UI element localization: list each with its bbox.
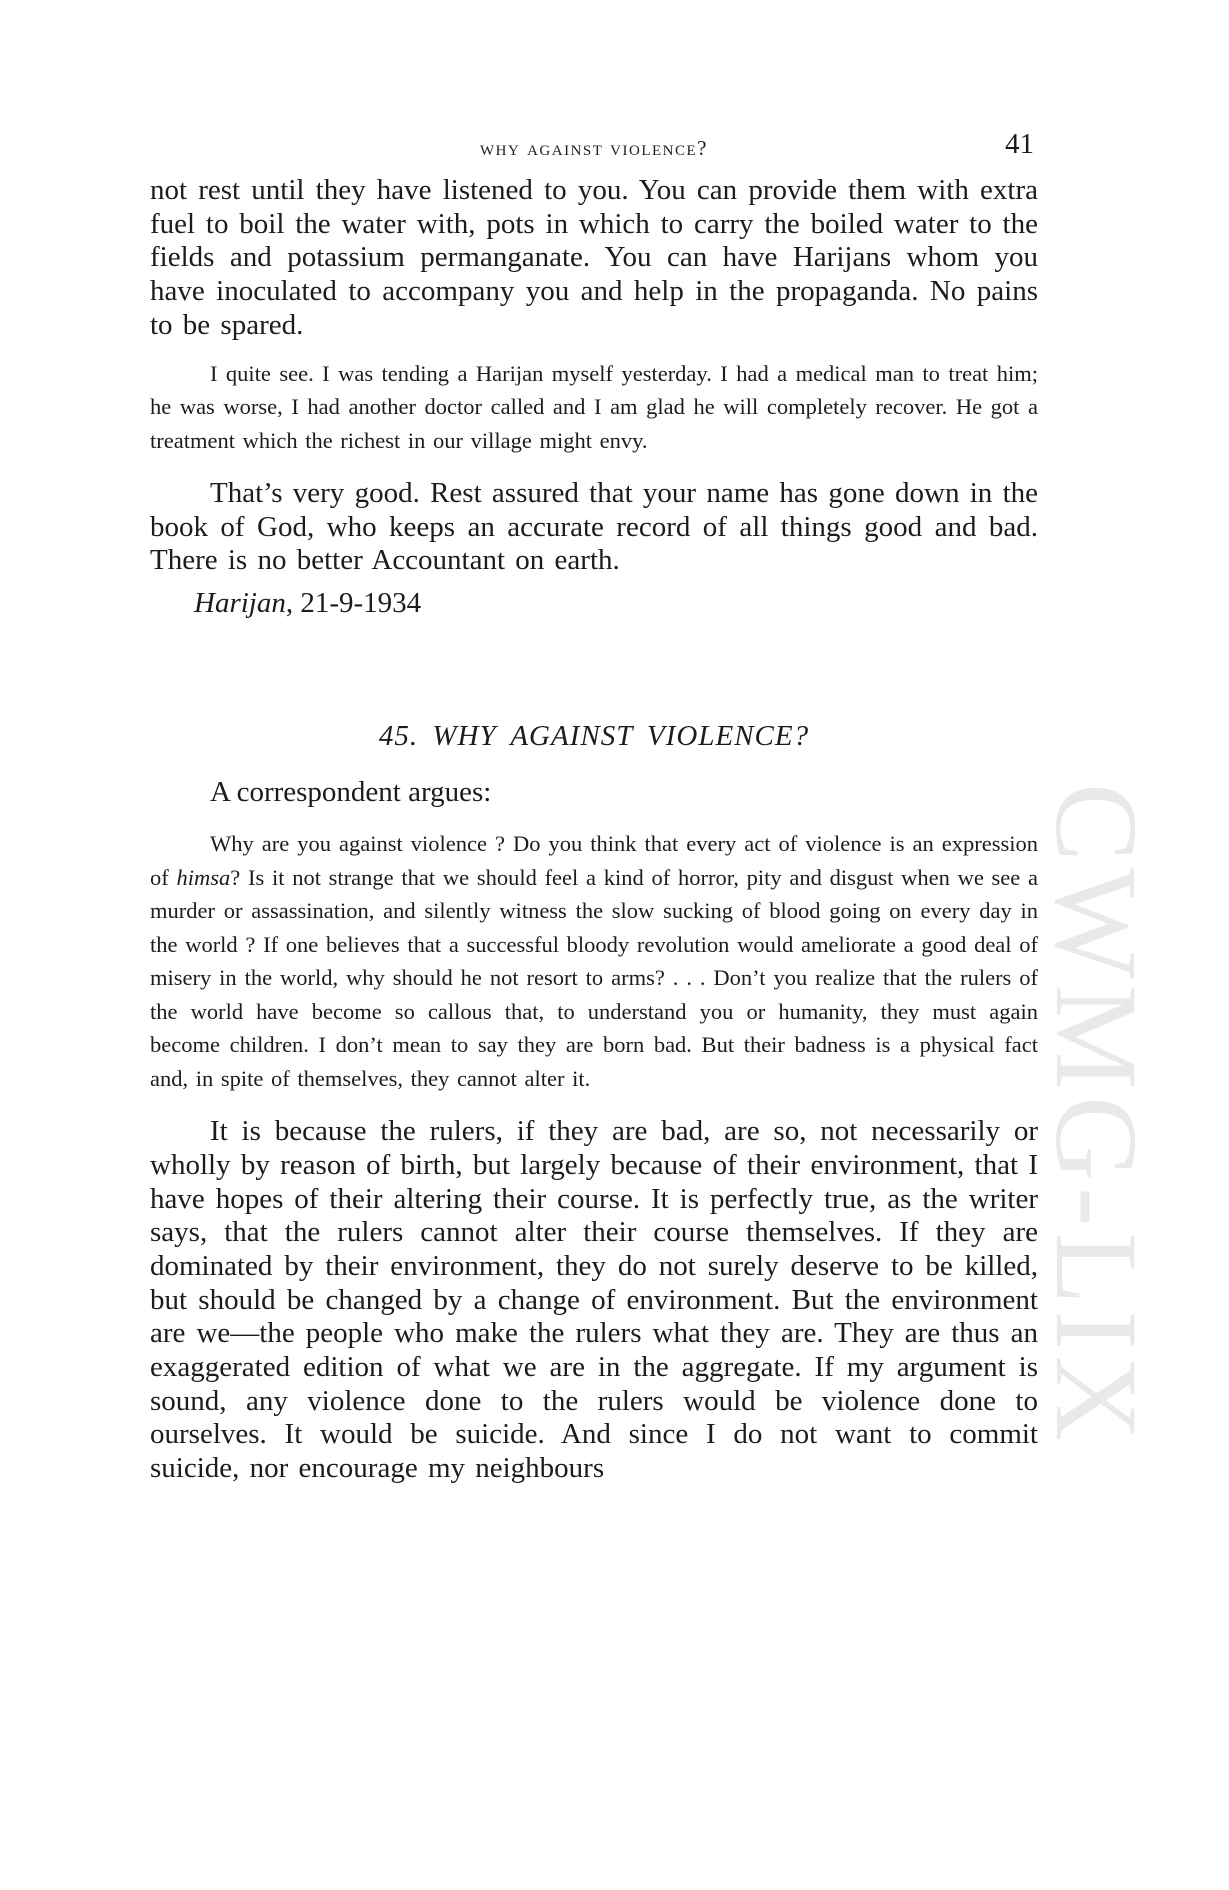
letter-italic-word: himsa xyxy=(176,864,231,890)
running-header xyxy=(150,128,1038,168)
paragraph-argument: It is because the rulers, if they are bad, are so, not necessarily or wholly by reason of birth, but largely because of their environment, that I have hopes of their altering their course. It is perfectly true, as the writer says, that the rulers cannot alter their course themselves. If they are dominated by their environment, they do not surely deserve to be killed, but should be changed by a change of environment. But the environment are we—the people who make the rulers what they are. They are thus an exaggerated edition of what we are in the aggregate. If my argument is sound, any violence done to the rulers would be violence done to ourselves. It would be suicide. And since I do not want to commit suicide, nor encourage my neighbours xyxy=(150,1115,1038,1485)
section-heading: 45. WHY AGAINST VIOLENCE? xyxy=(378,720,810,753)
source-citation xyxy=(194,586,1038,620)
letter-part-1: Why are you against violence ? Do you think that every act of violence is an expression of xyxy=(150,831,1038,890)
quoted-reply: I quite see. I was tending a Harijan myself yesterday. I had a medical man to treat him; he was worse, I had another doctor called and I am glad he will completely recover. He got a treatment which the richest in our village might envy. xyxy=(150,360,1038,453)
source-date: , 21-9-1934 xyxy=(285,587,422,620)
watermark: CWMG-LIX xyxy=(1031,782,1162,1448)
paragraph-continued: not rest until they have listened to you. You can provide them with extra fuel to boil the water with, pots in which to carry the boiled water to the fields and potassium permanganate. You can have Harijans whom you have inoculated to accompany you and help in the propaganda. No pains to be spared. xyxy=(150,174,1038,341)
page-number: 41 xyxy=(1005,128,1034,160)
intro-line: A correspondent argues: xyxy=(210,776,492,809)
source-publication: Harijan xyxy=(194,587,286,620)
correspondent-letter xyxy=(150,827,1038,1095)
paragraph-response: That’s very good. Rest assured that your name has gone down in the book of God, who keeps an accurate record of all things good and bad. There is no better Accountant on earth. xyxy=(150,477,1038,577)
running-title: why against violence? xyxy=(480,136,708,160)
document-page xyxy=(150,128,1038,1828)
letter-part-2: ? Is it not strange that we should feel a kind of horror, pity and disgust when we see a murder or assassination, and silently witness the slow sucking of blood going on every day in the world ? If one believes that a successful bloody revolution would ameliorate a good deal of misery in the world, why should he not resort to arms? . . . Don’t you realize that the rulers of the world have become so callous that, to understand you or humanity, they must again become children. I don’t mean to say they are born bad. But their badness is a physical fact and, in spite of themselves, they cannot alter it. xyxy=(150,864,1038,1091)
